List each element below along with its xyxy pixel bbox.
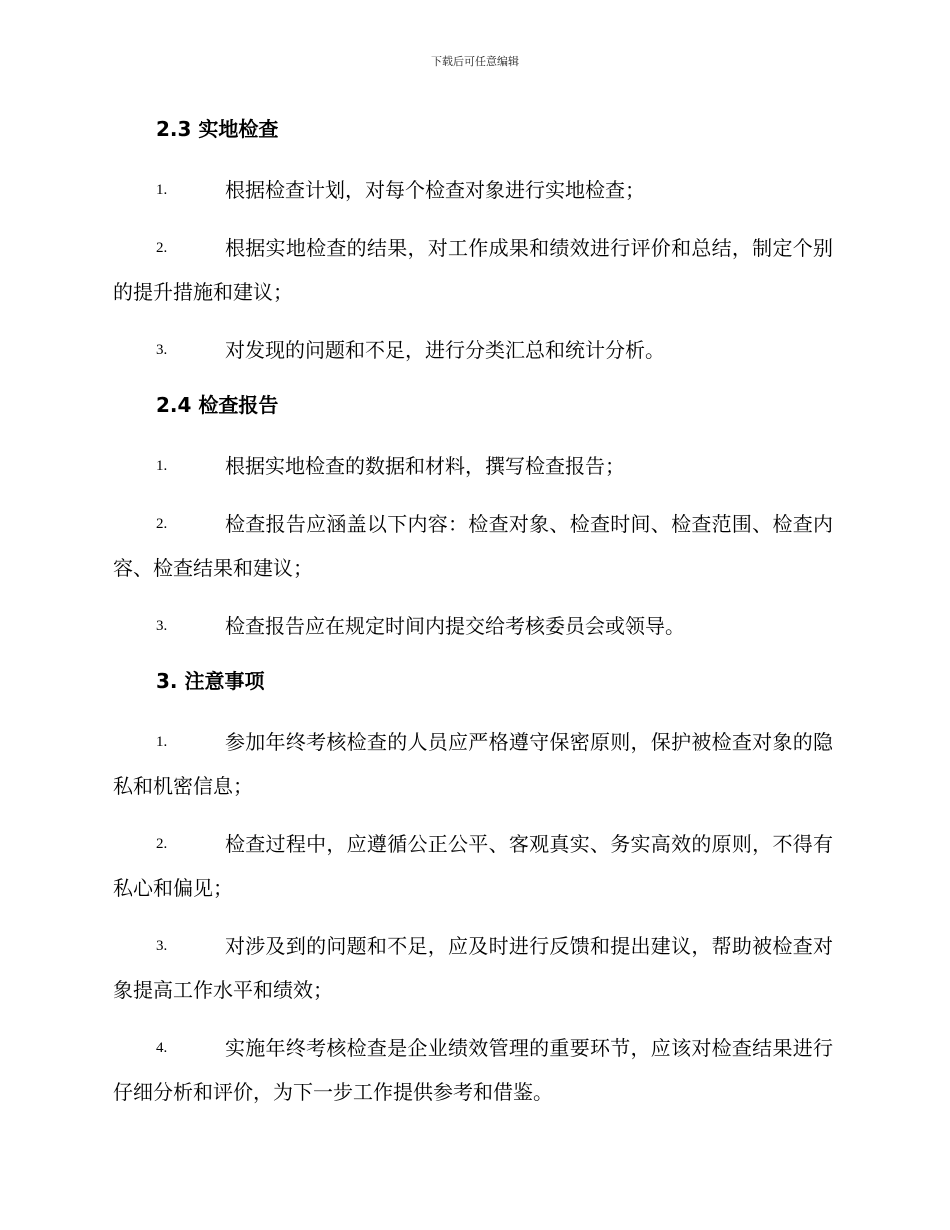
item-number: 4. (156, 1040, 168, 1056)
list-item (113, 924, 833, 1012)
item-number: 2. (156, 240, 168, 256)
list-item (113, 1026, 833, 1114)
list-item (113, 720, 833, 808)
document-body (113, 110, 833, 1128)
item-text: 根据实地检查的结果，对工作成果和绩效进行评价和总结，制定个别的提升措施和建议； (113, 236, 833, 304)
item-number: 3. (156, 938, 168, 954)
list-item (113, 168, 833, 212)
item-number: 1. (156, 734, 168, 750)
section-heading: 2.4 检查报告 (156, 393, 279, 417)
section-3-notes (113, 662, 833, 1114)
item-text: 参加年终考核检查的人员应严格遵守保密原则，保护被检查对象的隐私和机密信息； (113, 730, 833, 798)
item-text: 根据检查计划，对每个检查对象进行实地检查； (225, 178, 645, 202)
item-number: 2. (156, 836, 168, 852)
section-2-3-site-inspection (113, 110, 833, 372)
list-item (113, 604, 833, 648)
list-item (113, 444, 833, 488)
list-item (113, 226, 833, 314)
item-text: 检查报告应涵盖以下内容：检查对象、检查时间、检查范围、检查内容、检查结果和建议； (113, 512, 833, 580)
item-text: 对涉及到的问题和不足，应及时进行反馈和提出建议，帮助被检查对象提高工作水平和绩效； (113, 934, 833, 1002)
item-number: 3. (156, 618, 168, 634)
item-text: 对发现的问题和不足，进行分类汇总和统计分析。 (225, 338, 665, 362)
item-text: 根据实地检查的数据和材料，撰写检查报告； (225, 454, 625, 478)
list-item (113, 328, 833, 372)
item-text: 实施年终考核检查是企业绩效管理的重要环节，应该对检查结果进行仔细分析和评价，为下一步工作提供参考和借鉴。 (113, 1036, 833, 1104)
item-text: 检查报告应在规定时间内提交给考核委员会或领导。 (225, 614, 685, 638)
list-item (113, 502, 833, 590)
list-item (113, 822, 833, 910)
item-number: 1. (156, 182, 168, 198)
section-heading: 2.3 实地检查 (156, 117, 279, 141)
section-2-4-inspection-report (113, 386, 833, 648)
page-header-note: 下载后可任意编辑 (431, 55, 519, 68)
item-text: 检查过程中，应遵循公正公平、客观真实、务实高效的原则，不得有私心和偏见； (113, 832, 833, 900)
item-number: 2. (156, 516, 168, 532)
item-number: 3. (156, 342, 168, 358)
section-heading: 3. 注意事项 (156, 669, 265, 693)
item-number: 1. (156, 458, 168, 474)
